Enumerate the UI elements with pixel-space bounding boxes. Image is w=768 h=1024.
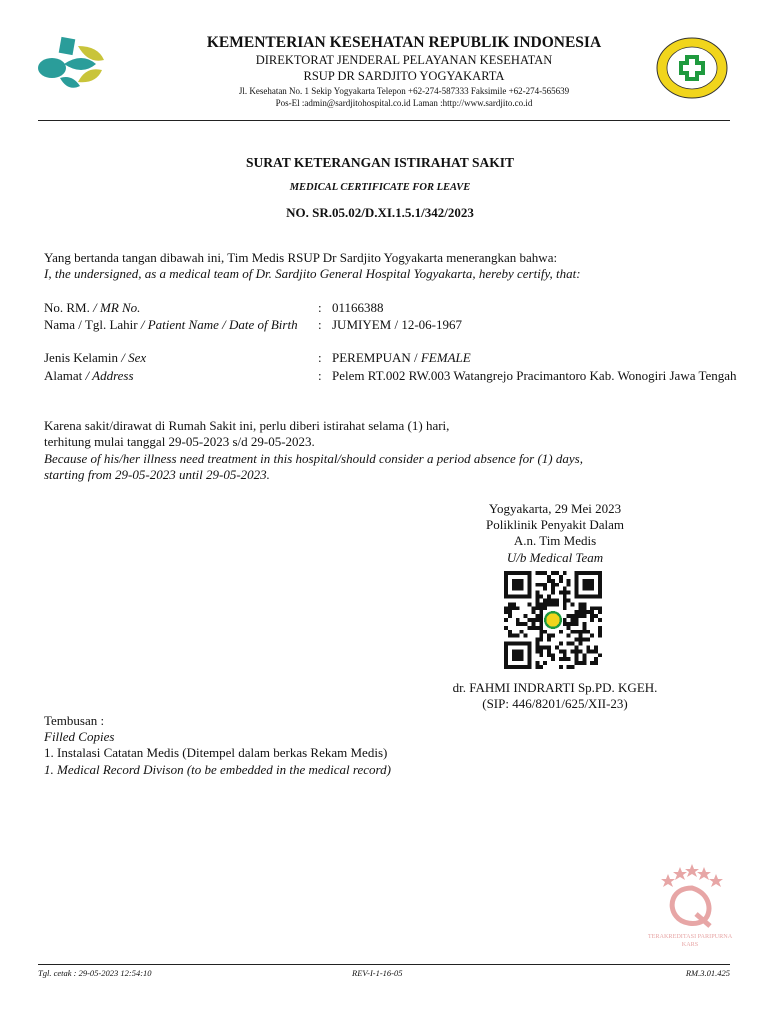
sex-colon: : — [318, 350, 322, 365]
accreditation-stamp-icon — [640, 858, 740, 950]
copies-label-en: Filled Copies — [44, 729, 115, 744]
mr-value: 01166388 — [332, 300, 384, 315]
hospital-contact: Pos-El :admin@sardjitohospital.co.id Laman :http://www.sardjito.co.id — [275, 98, 533, 108]
address-colon: : — [318, 368, 322, 383]
intro-id: Yang bertanda tangan dibawah ini, Tim Medis RSUP Dr Sardjito Yogyakarta menerangkan bahwa: — [44, 250, 558, 265]
reason-id-line2: terhitung mulai tanggal 29-05-2023 s/d 29-05-2023. — [44, 434, 315, 449]
copies-item-1: 1. Instalasi Catatan Medis (Ditempel dalam berkas Rekam Medis) — [44, 745, 388, 760]
ministry-name: KEMENTERIAN KESEHATAN REPUBLIK INDONESIA — [206, 34, 602, 51]
name-colon: : — [318, 317, 322, 332]
mr-colon: : — [318, 300, 322, 315]
mr-label: No. RM. / MR No. — [44, 300, 141, 315]
footer-form-code: RM.3.01.425 — [685, 968, 730, 978]
header-divider — [38, 120, 730, 121]
footer-divider — [38, 964, 730, 965]
copies-item-1-en: 1. Medical Record Divison (to be embedded in the medical record) — [44, 762, 391, 777]
signature-on-behalf: A.n. Tim Medis — [513, 533, 597, 548]
address-value: Pelem RT.002 RW.003 Watangrejo Pracimantoro Kab. Wonogiri Jawa Tengah — [332, 368, 737, 383]
signature-on-behalf-en: U/b Medical Team — [506, 550, 604, 565]
name-label: Nama / Tgl. Lahir / Patient Name / Date of Birth — [44, 317, 298, 332]
footer-revision: REV-I-1-16-05 — [352, 968, 403, 978]
signature-place-date: Yogyakarta, 29 Mei 2023 — [488, 501, 622, 516]
name-value: JUMIYEM / 12-06-1967 — [332, 317, 462, 332]
sex-value: PEREMPUAN / FEMALE — [332, 350, 471, 365]
footer-print-time: Tgl. cetak : 29-05-2023 12:54:10 — [38, 968, 152, 978]
directorate-name: DIREKTORAT JENDERAL PELAYANAN KESEHATAN — [255, 53, 553, 67]
reason-id-line1: Karena sakit/dirawat di Rumah Sakit ini, perlu diberi istirahat selama (1) hari, — [44, 418, 450, 433]
signature-clinic: Poliklinik Penyakit Dalam — [486, 517, 624, 532]
qr-code-icon — [502, 571, 604, 669]
reason-en-line1: Because of his/her illness need treatment in this hospital/should consider a period absence for (1) days, — [44, 451, 583, 466]
ministry-logo-icon — [38, 34, 108, 94]
document-number: NO. SR.05.02/D.XI.1.5.1/342/2023 — [286, 205, 474, 220]
sex-label: Jenis Kelamin / Sex — [44, 350, 147, 365]
copies-label: Tembusan : — [44, 713, 105, 728]
document-title: SURAT KETERANGAN ISTIRAHAT SAKIT — [246, 155, 514, 170]
accreditation-line1: TERAKREDITASI PARIPURNA — [647, 933, 733, 940]
intro-en: I, the undersigned, as a medical team of Dr. Sardjito General Hospital Yogyakarta, hereby certify, that: — [44, 266, 581, 281]
hospital-address: Jl. Kesehatan No. 1 Sekip Yogyakarta Telepon +62-274-587333 Faksimile +62-274-565639 — [238, 86, 570, 96]
hospital-name: RSUP DR SARDJITO YOGYAKARTA — [303, 69, 505, 83]
doctor-sip: (SIP: 446/8201/625/XII-23) — [482, 696, 628, 711]
address-label: Alamat / Address — [44, 368, 134, 383]
reason-en-line2: starting from 29-05-2023 until 29-05-2023. — [44, 467, 270, 482]
doctor-name: dr. FAHMI INDRARTI Sp.PD. KGEH. — [452, 680, 658, 695]
document-subtitle: MEDICAL CERTIFICATE FOR LEAVE — [289, 182, 471, 193]
accreditation-line2: KARS — [681, 941, 699, 948]
